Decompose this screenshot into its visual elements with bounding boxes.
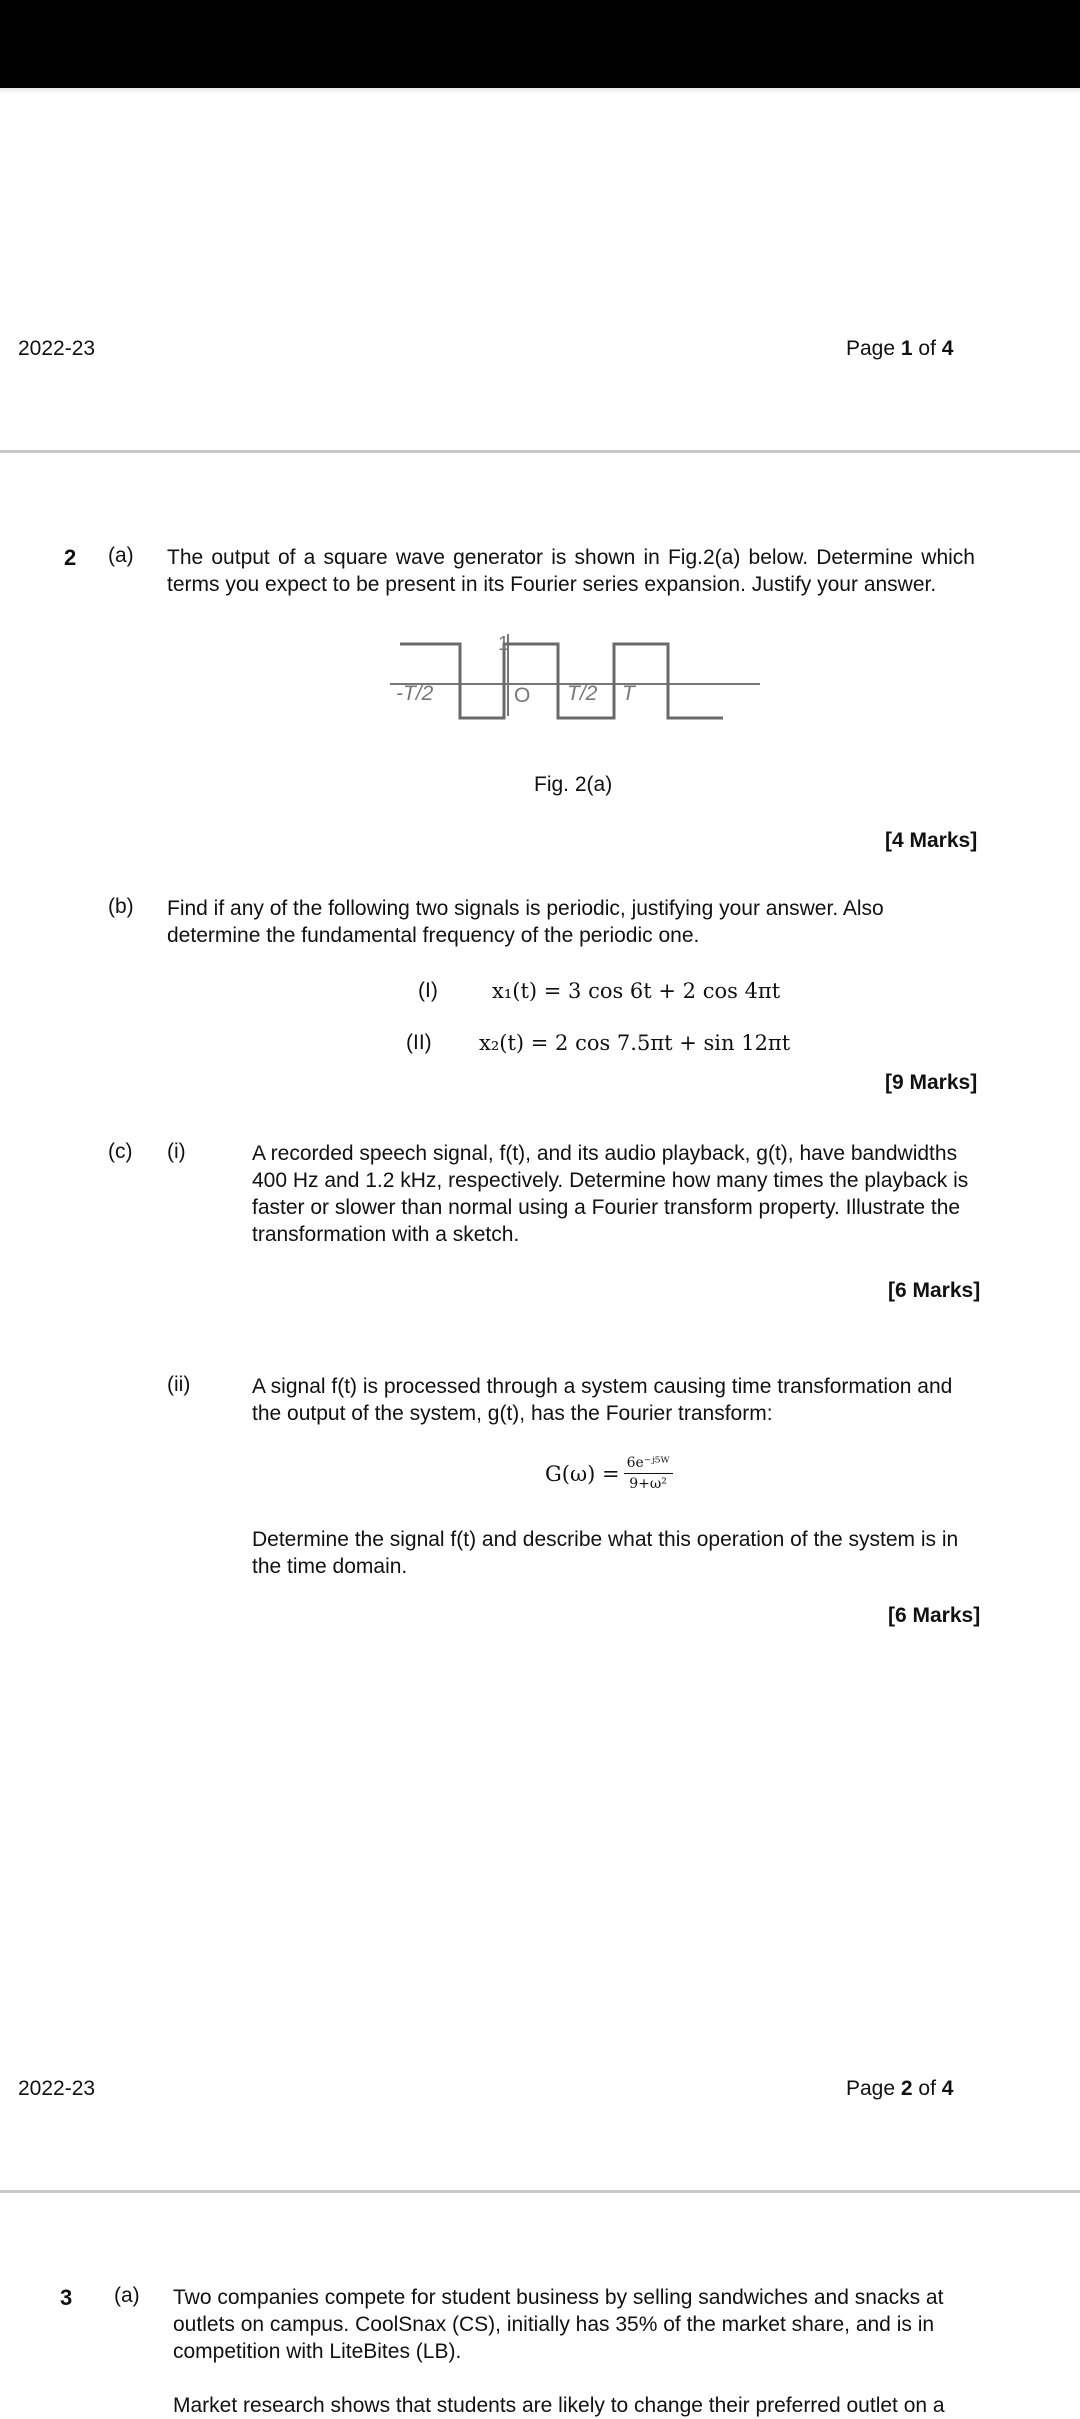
eq1-label: (I) <box>418 979 438 1002</box>
part-label-c: (c) <box>108 1140 133 1163</box>
equation-fraction <box>624 1455 673 1492</box>
figure-caption: Fig. 2(a) <box>534 773 613 796</box>
q3a-text2: Market research shows that students are likely to change their preferred outlet on a <box>173 2394 945 2417</box>
page-divider-2 <box>0 2190 1080 2193</box>
q2a-marks: [4 Marks] <box>885 829 978 852</box>
eq1: x₁(t) = 3 cos 6t + 2 cos 4πt <box>492 979 781 1003</box>
equation-lhs: G(ω) = <box>545 1461 620 1486</box>
q2cii-text2: Determine the signal f(t) and describe what this operation of the system is in the time domain. <box>252 1528 959 1578</box>
q2ci-marks: [6 Marks] <box>888 1279 981 1302</box>
page1-number: Page 1 of 4 <box>846 337 954 360</box>
part-label-a: (a) <box>108 544 134 567</box>
part-label-b: (b) <box>108 895 134 918</box>
half-period-label: T/2 <box>567 682 598 705</box>
amplitude-label: 1 <box>498 633 510 655</box>
neg-half-period-label: -T/2 <box>396 682 434 705</box>
period-label: T <box>622 682 635 705</box>
origin-label: O <box>514 684 531 707</box>
q2b-text: Find if any of the following two signals is periodic, justifying your answer. Also determine the fundamental frequency of the periodic one. <box>167 897 884 947</box>
page-divider-1 <box>0 450 1080 453</box>
square-wave-figure <box>390 626 765 728</box>
page2-number: Page 2 of 4 <box>846 2077 954 2100</box>
square-wave-trace <box>400 644 723 718</box>
page1-year: 2022-23 <box>18 337 96 360</box>
q3-part-label-a: (a) <box>114 2284 140 2307</box>
subpart-label-i: (i) <box>167 1140 186 1163</box>
q3a-text: Two companies compete for student business by selling sandwiches and snacks at outlets on campus. CoolSnax (CS), initially has 35% of the market share, and is in competition with LiteBites (LB). <box>173 2286 944 2363</box>
eq2-label: (II) <box>406 1031 432 1054</box>
fraction-numerator: 6e⁻ʲ⁵ᵂ <box>624 1455 673 1474</box>
top-bar <box>0 0 1080 88</box>
q2cii-marks: [6 Marks] <box>888 1604 981 1627</box>
eq2: x₂(t) = 2 cos 7.5πt + sin 12πt <box>479 1031 791 1055</box>
q2cii-text: A signal f(t) is processed through a system causing time transformation and the output of the system, g(t), has the Fourier transform: <box>252 1375 953 1425</box>
fourier-equation <box>545 1455 673 1492</box>
top-bar-shadow <box>0 88 1080 94</box>
subpart-label-ii: (ii) <box>167 1373 191 1396</box>
q2a-text: The output of a square wave generator is shown in Fig.2(a) below. Determine which terms you expect to be present in its Fourier series expansion. Justify your answer. <box>167 546 975 596</box>
question-number-3: 3 <box>60 2285 73 2310</box>
page2-year: 2022-23 <box>18 2077 96 2100</box>
q2b-marks: [9 Marks] <box>885 1071 978 1094</box>
fraction-denominator: 9+ω² <box>629 1476 667 1492</box>
q2ci-text: A recorded speech signal, f(t), and its audio playback, g(t), have bandwidths 400 Hz and 1.2 kHz, respectively. Determine how many times the playback is faster or slower than normal using a Fourier transform property. Illustrate the transformation with a sketch. <box>252 1142 969 1246</box>
question-number: 2 <box>64 545 77 570</box>
